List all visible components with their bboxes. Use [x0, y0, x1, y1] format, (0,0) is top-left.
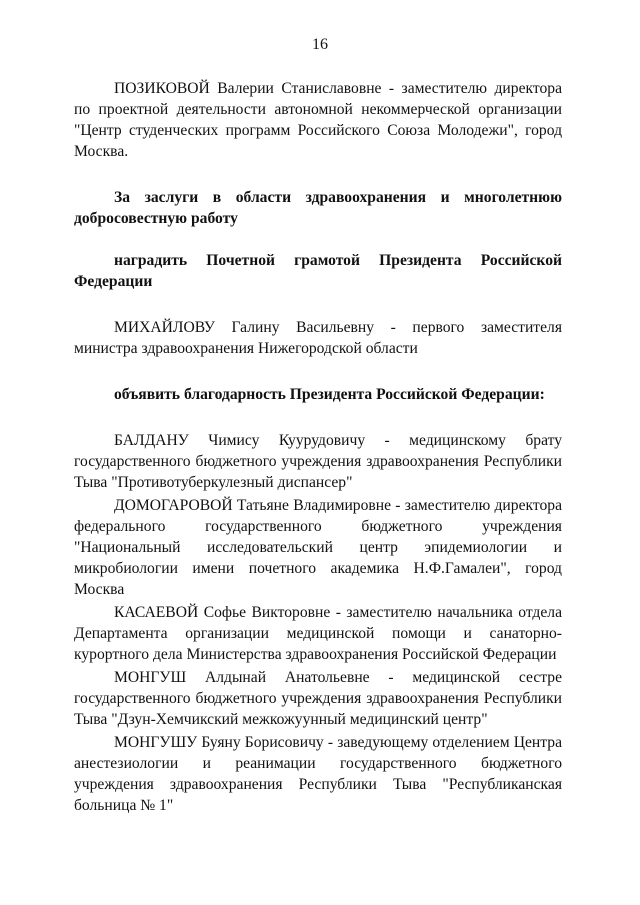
award-entry-mongush-buyan: МОНГУШУ Буяну Борисовичу - заведующему отделением Центра анестезиологии и реанимации государственного бюджетного учреждения здравоохранения Республики Тыва "Республиканская больница № 1": [74, 734, 562, 814]
award-entry-domogarova: ДОМОГАРОВОЙ Татьяне Владимировне - заместителю директора федерального государственного бюджетного учреждения "Национальный исследовательский центр эпидемиологии и микробиологии имени почетного академика Н.Ф.Гамалеи", город Москва: [74, 497, 562, 598]
award-entry-mikhailova: МИХАЙЛОВУ Галину Васильевну - первого заместителя министра здравоохранения Нижегородской области: [74, 319, 562, 357]
page-number: 16: [312, 36, 328, 53]
award-entry-kasaeva: КАСАЕВОЙ Софье Викторовне - заместителю начальника отдела Департамента организации медицинской помощи и санаторно-курортного дела Министерства здравоохранения Российской Федерации: [74, 604, 562, 663]
award-entry-mongush-aldynai: МОНГУШ Алдынай Анатольевне - медицинской сестре государственного бюджетного учреждения здравоохранения Республики Тыва "Дзун-Хемчикский межкожуунный медицинский центр": [74, 669, 562, 728]
section-heading-merits: За заслуги в области здравоохранения и многолетнюю добросовестную работу: [74, 189, 562, 227]
award-entry-pozikova: ПОЗИКОВОЙ Валерии Станиславовне - заместителю директора по проектной деятельности автономной некоммерческой организации "Центр студенческих программ Российского Союза Молодежи", город Москва.: [74, 80, 562, 160]
award-type-certificate: наградить Почетной грамотой Президента Российской Федерации: [74, 252, 562, 290]
award-type-gratitude: объявить благодарность Президента Российской Федерации:: [114, 386, 545, 403]
document-body: [74, 78, 562, 816]
award-entry-baldan: БАЛДАНУ Чимису Куурудовичу - медицинскому брату государственного бюджетного учреждения здравоохранения Республики Тыва "Противотуберкулезный диспансер": [74, 432, 562, 491]
